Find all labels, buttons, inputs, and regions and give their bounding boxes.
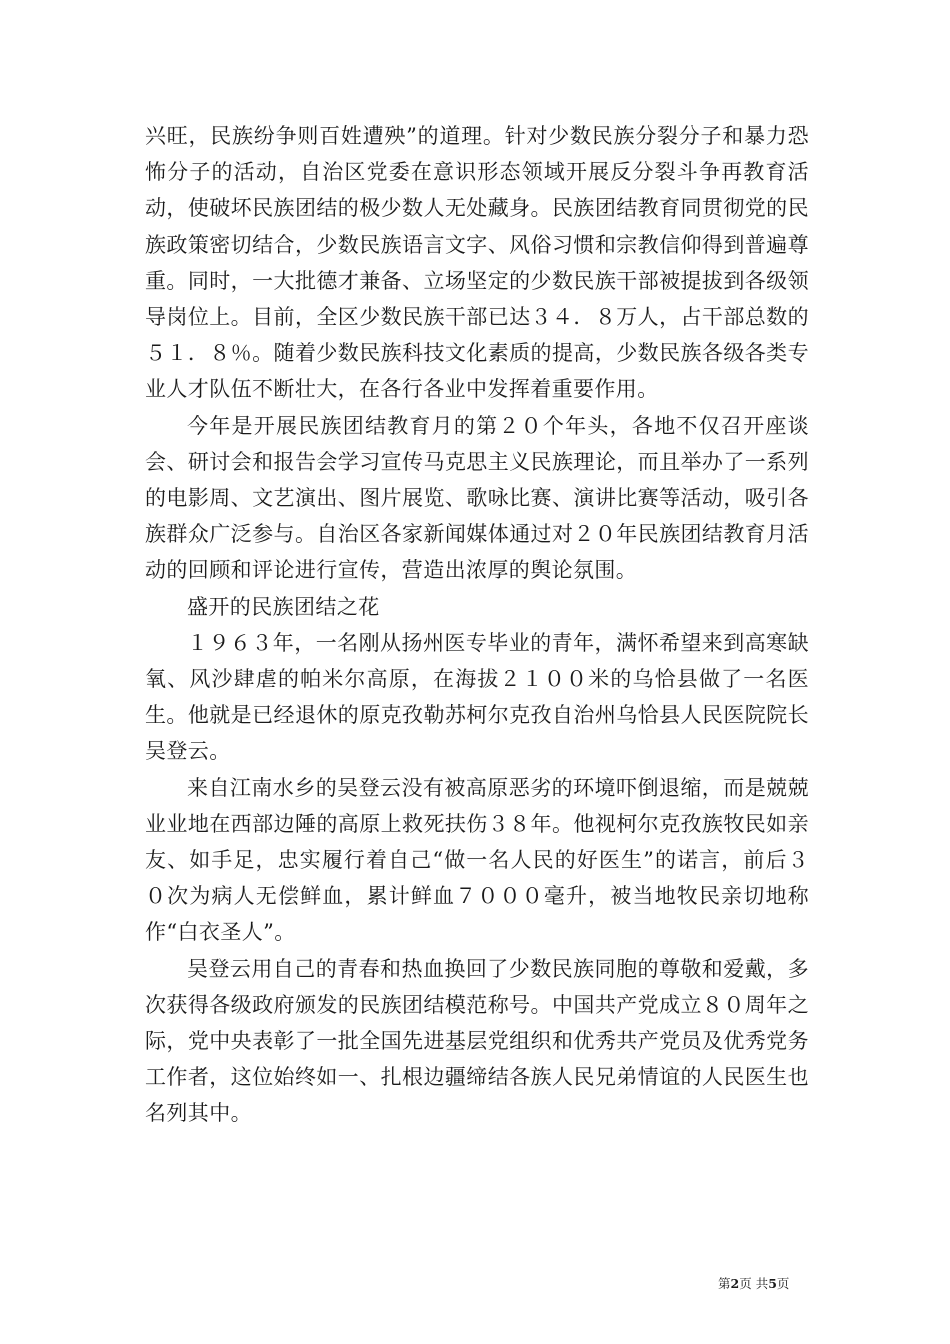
page-number-footer — [718, 1274, 789, 1292]
paragraph: １９６３年，一名刚从扬州医专毕业的青年，满怀希望来到高寒缺氧、风沙肆虐的帕米尔高原，在海拔２１００米的乌恰县做了一名医生。他就是已经退休的原克孜勒苏柯尔克孜自治州乌恰县人民医院院长吴登云。 — [145, 630, 809, 764]
footer-suffix: 页 — [776, 1276, 790, 1291]
paragraph: 今年是开展民族团结教育月的第２０个年头，各地不仅召开座谈会、研讨会和报告会学习宣传马克思主义民族理论，而且举办了一系列的电影周、文艺演出、图片展览、歌咏比赛、演讲比赛等活动，吸引各族群众广泛参与。自治区各家新闻媒体通过对２０年民族团结教育月活动的回顾和评论进行宣传，营造出浓厚的舆论氛围。 — [145, 413, 809, 583]
paragraph: 来自江南水乡的吴登云没有被高原恶劣的环境吓倒退缩，而是兢兢业业地在西部边陲的高原上救死扶伤３８年。他视柯尔克孜族牧民如亲友、如手足，忠实履行着自己“做一名人民的好医生”的诺言，前后３０次为病人无偿鲜血，累计鲜血７０００毫升，被当地牧民亲切地称作“白衣圣人”。 — [145, 775, 809, 945]
paragraph-continued: 兴旺，民族纷争则百姓遭殃”的道理。针对少数民族分裂分子和暴力恐怖分子的活动，自治区党委在意识形态领域开展反分裂斗争再教育活动，使破坏民族团结的极少数人无处藏身。民族团结教育同贯彻党的民族政策密切结合，少数民族语言文字、风俗习惯和宗教信仰得到普遍尊重。同时，一大批德才兼备、立场坚定的少数民族干部被提拔到各级领导岗位上。目前，全区少数民族干部已达３４．８万人，占干部总数的５１．８％。随着少数民族科技文化素质的提高，少数民族各级各类专业人才队伍不断壮大，在各行各业中发挥着重要作用。 — [145, 124, 809, 402]
total-pages-number: 5 — [768, 1276, 777, 1291]
footer-prefix: 第 — [718, 1276, 731, 1291]
current-page-number: 2 — [730, 1276, 740, 1291]
section-heading: 盛开的民族团结之花 — [187, 594, 380, 619]
document-body — [145, 118, 809, 1132]
footer-middle: 页 共 — [739, 1276, 769, 1291]
paragraph: 吴登云用自己的青春和热血换回了少数民族同胞的尊敬和爱戴，多次获得各级政府颁发的民族团结模范称号。中国共产党成立８０周年之际，党中央表彰了一批全国先进基层党组织和优秀共产党员及优秀党务工作者，这位始终如一、扎根边疆缔结各族人民兄弟情谊的人民医生也名列其中。 — [145, 956, 809, 1126]
